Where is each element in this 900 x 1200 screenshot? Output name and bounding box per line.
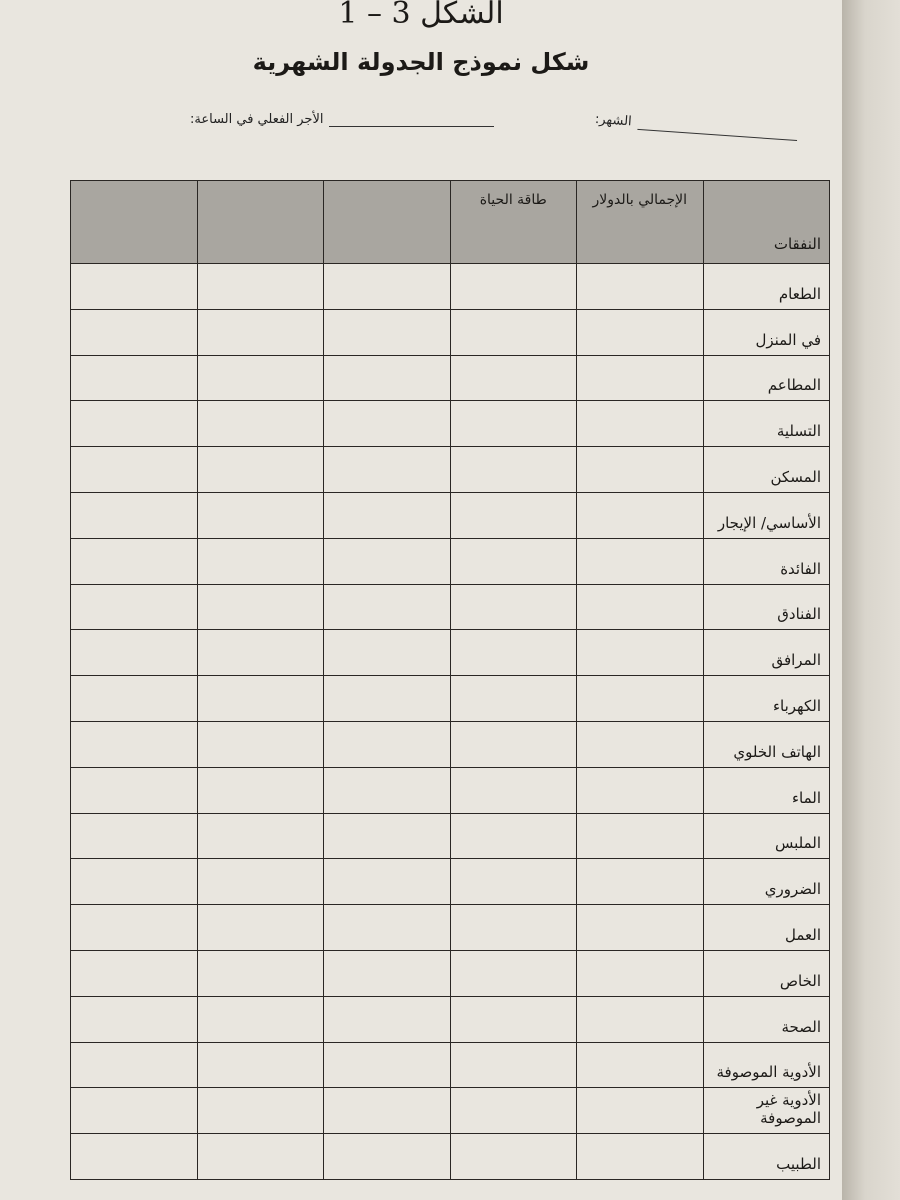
entry-cell[interactable] (577, 1088, 704, 1134)
table-row (71, 1134, 830, 1180)
entry-cell[interactable] (197, 309, 324, 355)
entry-cell[interactable] (324, 538, 451, 584)
table-row (71, 905, 830, 951)
entry-cell[interactable] (450, 1134, 577, 1180)
table-row (71, 813, 830, 859)
entry-cell[interactable] (450, 355, 577, 401)
entry-cell[interactable] (450, 950, 577, 996)
entry-cell[interactable] (324, 767, 451, 813)
entry-cell[interactable] (324, 584, 451, 630)
entry-cell[interactable] (71, 1042, 198, 1088)
entry-cell[interactable] (450, 492, 577, 538)
expense-label: الضروري (703, 859, 830, 905)
entry-cell[interactable] (577, 447, 704, 493)
expense-label: الماء (703, 767, 830, 813)
entry-cell[interactable] (71, 538, 198, 584)
table-row (71, 1042, 830, 1088)
column-header: الإجمالي بالدولار (577, 181, 704, 264)
table-row (71, 264, 830, 310)
expense-label: الطعام (703, 264, 830, 310)
entry-cell[interactable] (324, 447, 451, 493)
entry-cell[interactable] (450, 813, 577, 859)
entry-cell[interactable] (324, 355, 451, 401)
entry-cell[interactable] (71, 492, 198, 538)
entry-cell[interactable] (450, 630, 577, 676)
expense-label: التسلية (703, 401, 830, 447)
expense-label: الفائدة (703, 538, 830, 584)
entry-cell[interactable] (324, 905, 451, 951)
entry-cell[interactable] (197, 676, 324, 722)
entry-cell[interactable] (450, 905, 577, 951)
entry-cell[interactable] (71, 264, 198, 310)
entry-cell[interactable] (197, 813, 324, 859)
entry-cell[interactable] (324, 401, 451, 447)
expense-label: الأدوية غير الموصوفة (703, 1088, 830, 1134)
month-label: الشهر: (594, 111, 633, 130)
entry-cell[interactable] (450, 401, 577, 447)
entry-cell[interactable] (197, 1134, 324, 1180)
entry-cell[interactable] (324, 309, 451, 355)
entry-cell[interactable] (71, 950, 198, 996)
entry-cell[interactable] (197, 721, 324, 767)
entry-cell[interactable] (577, 584, 704, 630)
entry-cell[interactable] (197, 950, 324, 996)
entry-cell[interactable] (71, 447, 198, 493)
entry-cell[interactable] (71, 309, 198, 355)
entry-cell[interactable] (450, 264, 577, 310)
entry-cell[interactable] (324, 721, 451, 767)
entry-cell[interactable] (324, 813, 451, 859)
entry-cell[interactable] (450, 676, 577, 722)
table-row (71, 492, 830, 538)
entry-cell[interactable] (324, 630, 451, 676)
entry-cell[interactable] (577, 538, 704, 584)
figure-label: الشكل 3 – 1 (338, 0, 504, 31)
entry-cell[interactable] (71, 813, 198, 859)
entry-cell[interactable] (577, 355, 704, 401)
entry-cell[interactable] (577, 1042, 704, 1088)
entry-cell[interactable] (324, 264, 451, 310)
expense-label: الهاتف الخلوي (703, 721, 830, 767)
table-header-row (71, 181, 830, 264)
entry-cell[interactable] (324, 1042, 451, 1088)
expense-label: الطبيب (703, 1134, 830, 1180)
entry-cell[interactable] (450, 996, 577, 1042)
expense-label: الخاص (703, 950, 830, 996)
facing-page-edge (842, 0, 900, 1200)
expense-label: الصحة (703, 996, 830, 1042)
entry-cell[interactable] (197, 905, 324, 951)
entry-cell[interactable] (450, 721, 577, 767)
entry-cell[interactable] (577, 996, 704, 1042)
entry-cell[interactable] (450, 1088, 577, 1134)
month-blank[interactable] (637, 115, 798, 141)
expense-label: المطاعم (703, 355, 830, 401)
entry-cell[interactable] (324, 1134, 451, 1180)
entry-cell[interactable] (450, 584, 577, 630)
entry-cell[interactable] (197, 401, 324, 447)
entry-cell[interactable] (71, 1134, 198, 1180)
expense-label: الفنادق (703, 584, 830, 630)
entry-cell[interactable] (197, 996, 324, 1042)
entry-cell[interactable] (71, 905, 198, 951)
entry-cell[interactable] (197, 447, 324, 493)
table-row (71, 538, 830, 584)
table-row (71, 447, 830, 493)
table-row (71, 950, 830, 996)
entry-cell[interactable] (577, 859, 704, 905)
entry-cell[interactable] (71, 676, 198, 722)
entry-cell[interactable] (71, 859, 198, 905)
entry-cell[interactable] (577, 950, 704, 996)
entry-cell[interactable] (197, 492, 324, 538)
expense-label: الملبس (703, 813, 830, 859)
entry-cell[interactable] (577, 1134, 704, 1180)
figure-title: شكل نموذج الجدولة الشهرية (252, 48, 590, 76)
entry-cell[interactable] (324, 1088, 451, 1134)
table-row (71, 676, 830, 722)
column-header (324, 181, 451, 264)
entry-cell[interactable] (577, 309, 704, 355)
entry-cell[interactable] (450, 767, 577, 813)
entry-cell[interactable] (577, 264, 704, 310)
entry-cell[interactable] (197, 538, 324, 584)
entry-cell[interactable] (71, 630, 198, 676)
entry-cell[interactable] (71, 355, 198, 401)
hourly-wage-field (190, 112, 494, 127)
table-body (71, 264, 830, 1180)
table-row (71, 859, 830, 905)
entry-cell[interactable] (324, 676, 451, 722)
entry-cell[interactable] (324, 996, 451, 1042)
entry-cell[interactable] (197, 630, 324, 676)
entry-cell[interactable] (450, 447, 577, 493)
expense-label: المرافق (703, 630, 830, 676)
column-header: النفقات (703, 181, 830, 264)
entry-cell[interactable] (450, 309, 577, 355)
month-field (594, 112, 797, 141)
entry-cell[interactable] (197, 859, 324, 905)
entry-cell[interactable] (324, 492, 451, 538)
entry-cell[interactable] (577, 767, 704, 813)
table-row (71, 401, 830, 447)
entry-cell[interactable] (197, 767, 324, 813)
expense-label: الأساسي/ الإيجار (703, 492, 830, 538)
column-header: طاقة الحياة (450, 181, 577, 264)
expense-label: الكهرباء (703, 676, 830, 722)
entry-cell[interactable] (197, 1088, 324, 1134)
entry-cell[interactable] (450, 1042, 577, 1088)
expense-label: العمل (703, 905, 830, 951)
entry-cell[interactable] (577, 401, 704, 447)
column-header (71, 181, 198, 264)
entry-cell[interactable] (197, 1042, 324, 1088)
entry-cell[interactable] (577, 813, 704, 859)
entry-cell[interactable] (71, 767, 198, 813)
entry-cell[interactable] (577, 676, 704, 722)
entry-cell[interactable] (197, 355, 324, 401)
entry-cell[interactable] (71, 996, 198, 1042)
entry-cell[interactable] (450, 538, 577, 584)
table-row (71, 721, 830, 767)
entry-cell[interactable] (71, 584, 198, 630)
table-row (71, 309, 830, 355)
entry-cell[interactable] (71, 1088, 198, 1134)
table-row (71, 996, 830, 1042)
entry-cell[interactable] (577, 905, 704, 951)
entry-cell[interactable] (197, 584, 324, 630)
table-row (71, 584, 830, 630)
entry-cell[interactable] (577, 492, 704, 538)
column-header (197, 181, 324, 264)
table-row (71, 630, 830, 676)
entry-cell[interactable] (577, 630, 704, 676)
entry-cell[interactable] (324, 859, 451, 905)
expense-label: المسكن (703, 447, 830, 493)
entry-cell[interactable] (71, 401, 198, 447)
expense-label: في المنزل (703, 309, 830, 355)
table-row (71, 1088, 830, 1134)
entry-cell[interactable] (197, 264, 324, 310)
entry-cell[interactable] (577, 721, 704, 767)
table-row (71, 767, 830, 813)
monthly-tabulation-table (70, 180, 830, 1180)
entry-cell[interactable] (71, 721, 198, 767)
hourly-wage-label: الأجر الفعلي في الساعة: (190, 112, 324, 127)
expense-label: الأدوية الموصوفة (703, 1042, 830, 1088)
table-row (71, 355, 830, 401)
entry-cell[interactable] (324, 950, 451, 996)
hourly-wage-blank[interactable] (329, 112, 494, 127)
entry-cell[interactable] (450, 859, 577, 905)
